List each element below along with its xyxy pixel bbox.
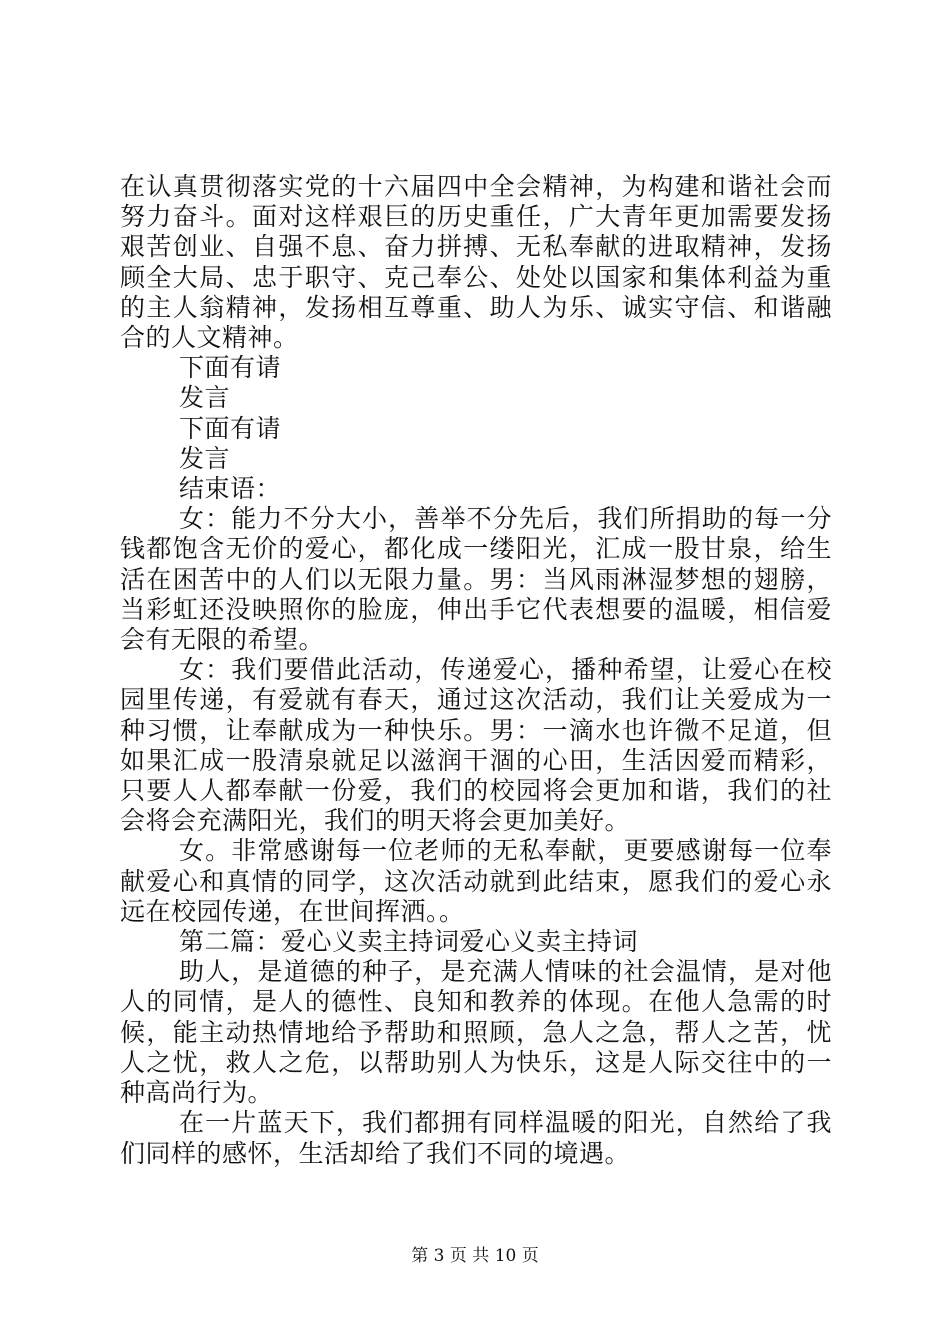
paragraph-dialogue: 女：能力不分大小，善举不分先后，我们所捐助的每一分钱都饱含无价的爱心，都化成一缕阳光，汇成一股甘泉，给生活在困苦中的人们以无限力量。男：当风雨淋湿梦想的翅膀，当彩虹还没映照你的脸庞，伸出手它代表想要的温暖，相信爱会有无限的希望。 [120,504,832,655]
paragraph-body: 助人，是道德的种子，是充满人情味的社会温情，是对他人的同情，是人的德性、良知和教养的体现。在他人急需的时候，能主动热情地给予帮助和照顾，急人之急，帮人之苦，忧人之忧，救人之危，以帮助别人为快乐，这是人际交往中的一种高尚行为。 [120,957,832,1108]
paragraph-speech: 发言 [179,383,231,413]
paragraph-body: 在一片蓝天下，我们都拥有同样温暖的阳光，自然给了我们同样的感怀，生活却给了我们不同的境遇。 [120,1108,832,1168]
paragraph-invite-speaker: 下面有请 [179,413,282,443]
paragraph-closing-heading: 结束语： [179,474,282,504]
paragraph-speech: 发言 [179,443,231,473]
paragraph-invite-speaker: 下面有请 [179,353,282,383]
paragraph-dialogue: 女：我们要借此活动，传递爱心，播种希望，让爱心在校园里传递，有爱就有春天，通过这次活动，我们让关爱成为一种习惯，让奉献成为一种快乐。男：一滴水也许微不足道，但如果汇成一股清泉就足以滋润干涸的心田，生活因爱而精彩，只要人人都奉献一份爱，我们的校园将会更加和谐，我们的社会将会充满阳光，我们的明天将会更加美好。 [120,655,832,836]
document-body [120,172,832,1169]
page-number-footer: 第 3 页 共 10 页 [411,1246,539,1266]
section-heading: 第二篇：爱心义卖主持词爱心义卖主持词 [179,927,639,957]
paragraph-continuation: 在认真贯彻落实党的十六届四中全会精神，为构建和谐社会而努力奋斗。面对这样艰巨的历史重任，广大青年更加需要发扬艰苦创业、自强不息、奋力拼搏、无私奉献的进取精神，发扬顾全大局、忠于职守、克己奉公、处处以国家和集体利益为重的主人翁精神，发扬相互尊重、助人为乐、诚实守信、和谐融合的人文精神。 [120,172,832,353]
paragraph-dialogue: 女。非常感谢每一位老师的无私奉献，更要感谢每一位奉献爱心和真情的同学，这次活动就到此结束，愿我们的爱心永远在校园传递，在世间挥洒。。 [120,836,832,926]
